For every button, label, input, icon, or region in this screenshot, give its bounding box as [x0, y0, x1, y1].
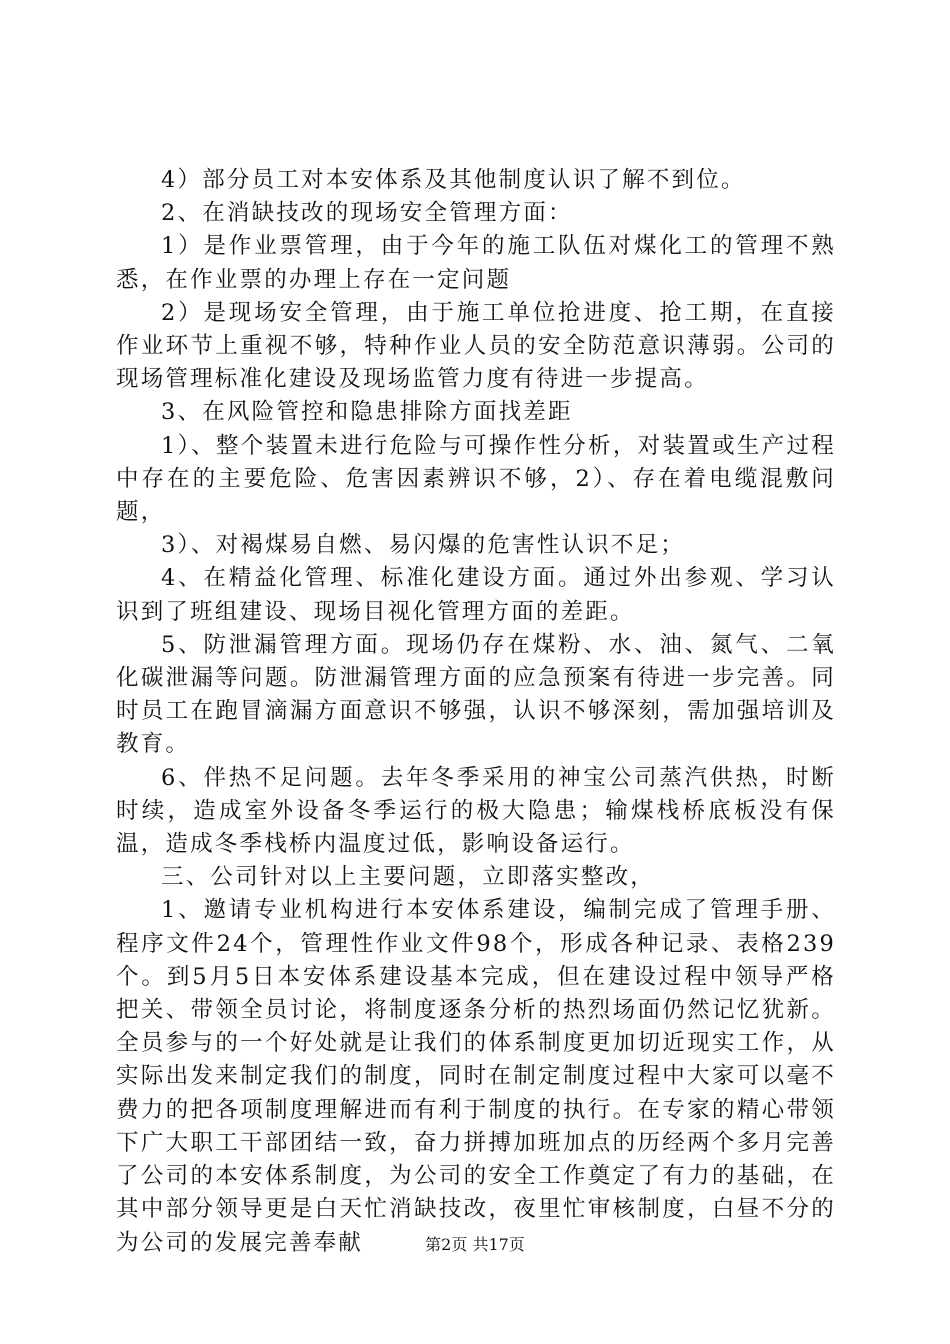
paragraph: 1）是作业票管理，由于今年的施工队伍对煤化工的管理不熟悉，在作业票的办理上存在一定问题 [116, 233, 836, 293]
paragraph: 2、在消缺技改的现场安全管理方面： [161, 200, 573, 227]
paragraph: 1、邀请专业机构进行本安体系建设，编制完成了管理手册、程序文件24个，管理性作业文件98个，形成各种记录、表格239个。到5月5日本安体系建设基本完成，但在建设过程中领导严格把关、带领全员讨论，将制度逐条分析的热烈场面仍然记忆犹新。全员参与的一个好处就是让我们的体系制度更加切近现实工作，从实际出发来制定我们的制度，同时在制定制度过程中大家可以毫不费力的把各项制度理解进而有利于制度的执行。在专家的精心带领下广大职工干部团结一致，奋力拼搏加班加点的历经两个多月完善了公司的本安体系制度，为公司的安全工作奠定了有力的基础，在其中部分领导更是白天忙消缺技改，夜里忙审核制度，白昼不分的为公司的发展完善奉献 [116, 897, 836, 1256]
paragraph: 4、在精益化管理、标准化建设方面。通过外出参观、学习认识到了班组建设、现场目视化管理方面的差距。 [116, 565, 836, 625]
page-footer: 第2页 共17页 [425, 1235, 525, 1254]
paragraph: 2）是现场安全管理，由于施工单位抢进度、抢工期，在直接作业环节上重视不够，特种作业人员的安全防范意识薄弱。公司的现场管理标准化建设及现场监管力度有待进一步提高。 [116, 299, 836, 393]
paragraph: 1）、整个装置未进行危险与可操作性分析，对装置或生产过程中存在的主要危险、危害因素辨识不够，2）、存在着电缆混敷问题， [116, 432, 836, 526]
paragraph: 6、伴热不足问题。去年冬季采用的神宝公司蒸汽供热，时断时续，造成室外设备冬季运行的极大隐患；输煤栈桥底板没有保温，造成冬季栈桥内温度过低，影响设备运行。 [116, 764, 836, 858]
paragraph: 3、在风险管控和隐患排除方面找差距 [161, 399, 573, 426]
paragraph: 3）、对褐煤易自燃、易闪爆的危害性认识不足； [161, 532, 685, 559]
document-body [116, 164, 836, 1260]
paragraph: 4）部分员工对本安体系及其他制度认识了解不到位。 [161, 167, 746, 193]
paragraph: 三、公司针对以上主要问题，立即落实整改， [161, 864, 656, 891]
paragraph: 5、防泄漏管理方面。现场仍存在煤粉、水、油、氮气、二氧化碳泄漏等问题。防泄漏管理方面的应急预案有待进一步完善。同时员工在跑冒滴漏方面意识不够强，认识不够深刻，需加强培训及教育。 [116, 631, 836, 758]
